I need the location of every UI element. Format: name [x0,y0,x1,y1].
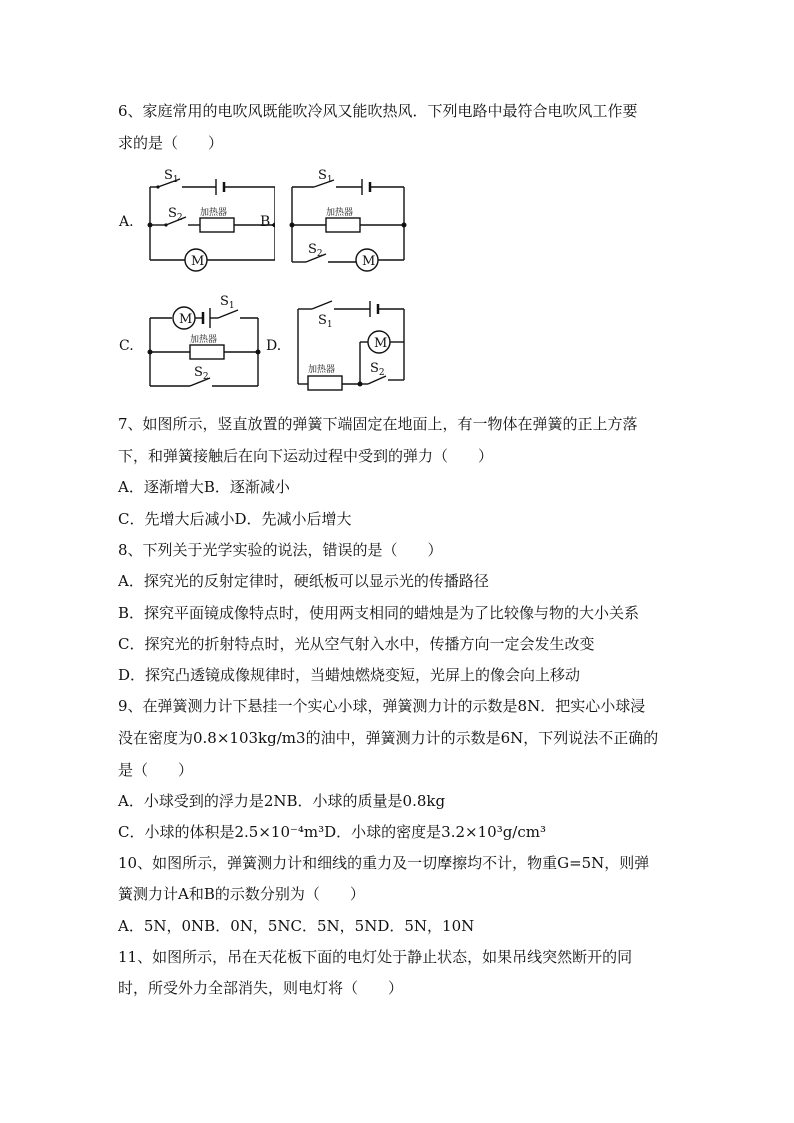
q8-option-c: C．探究光的折射特点时，光从空气射入水中，传播方向一定会发生改变 [118,635,595,653]
q7-line-2: 下，和弹簧接触后在向下运动过程中受到的弹力（ ） [118,447,494,465]
q9-line-2: 没在密度为0.8×103kg/m3的油中，弹簧测力计的示数是6N，下列说法不正确的 [118,729,659,747]
q8-option-a: A．探究光的反射定律时，硬纸板可以显示光的传播路径 [118,572,489,590]
q7-options-ab: A．逐渐增大B．逐渐减小 [118,478,290,496]
label-s2: $S_2$ [194,365,209,382]
label-heater: 加热器 [326,208,354,218]
q8-line-1: 8、下列关于光学实验的说法，错误的是（ ） [118,541,443,559]
q9-line-3: 是（ ） [118,761,194,779]
label-heater: 加热器 [308,365,336,375]
label-motor: M [362,254,376,269]
q6-option-a-label: A. [119,214,134,230]
q11-line-1: 11、如图所示，吊在天花板下面的电灯处于静止状态，如果吊线突然断开的同 [118,948,633,966]
q6-line-1: 6、家庭常用的电吹风既能吹冷风又能吹热风．下列电路中最符合电吹风工作要 [118,102,638,120]
label-heater: 加热器 [190,335,218,345]
q6-line-2: 求的是（ ） [118,134,224,152]
q6-option-b-label: B. [260,214,275,230]
q6-option-d-label: D. [266,338,282,354]
q7-options-cd: C．先增大后减小D．先减小后增大 [118,510,352,528]
circuit-diagram-b [282,165,412,273]
circuit-diagram-a [140,165,275,277]
label-s2: $S_2$ [168,206,183,223]
label-s1: $S_1$ [220,294,235,311]
circuit-diagram-c [140,292,265,396]
label-heater: 加热器 [200,208,228,218]
q11-line-2: 时，所受外力全部消失，则电灯将（ ） [118,979,404,997]
label-motor: M [191,254,205,269]
q6-option-c-label: C. [119,338,134,354]
q10-options: A．5N，0NB．0N，5NC．5N，5ND．5N，10N [118,917,475,935]
q9-line-1: 9、在弹簧测力计下悬挂一个实心小球，弹簧测力计的示数是8N．把实心小球浸 [118,697,646,715]
q9-options-ab: A．小球受到的浮力是2NB．小球的质量是0.8kg [118,792,446,810]
q8-option-b: B．探究平面镜成像特点时，使用两支相同的蜡烛是为了比较像与物的大小关系 [118,604,640,622]
q7-line-1: 7、如图所示，竖直放置的弹簧下端固定在地面上，有一物体在弹簧的正上方落 [118,415,638,433]
label-s1: $S_1$ [318,313,333,330]
circuit-diagram-d [290,292,415,396]
q10-line-1: 10、如图所示，弹簧测力计和细线的重力及一切摩擦均不计，物重G=5N，则弹 [118,854,650,872]
label-s2: $S_2$ [370,361,385,378]
q10-line-2: 簧测力计A和B的示数分别为（ ） [118,885,365,903]
label-s2: $S_2$ [308,242,323,259]
label-s1: $S_1$ [318,168,333,185]
label-s1: $S_1$ [164,168,179,185]
q8-option-d: D．探究凸透镜成像规律时，当蜡烛燃烧变短，光屏上的像会向上移动 [118,666,581,684]
label-motor: M [179,312,193,327]
q9-options-cd: C．小球的体积是2.5×10⁻⁴m³D．小球的密度是3.2×10³g/cm³ [118,823,546,841]
label-motor: M [374,336,388,351]
